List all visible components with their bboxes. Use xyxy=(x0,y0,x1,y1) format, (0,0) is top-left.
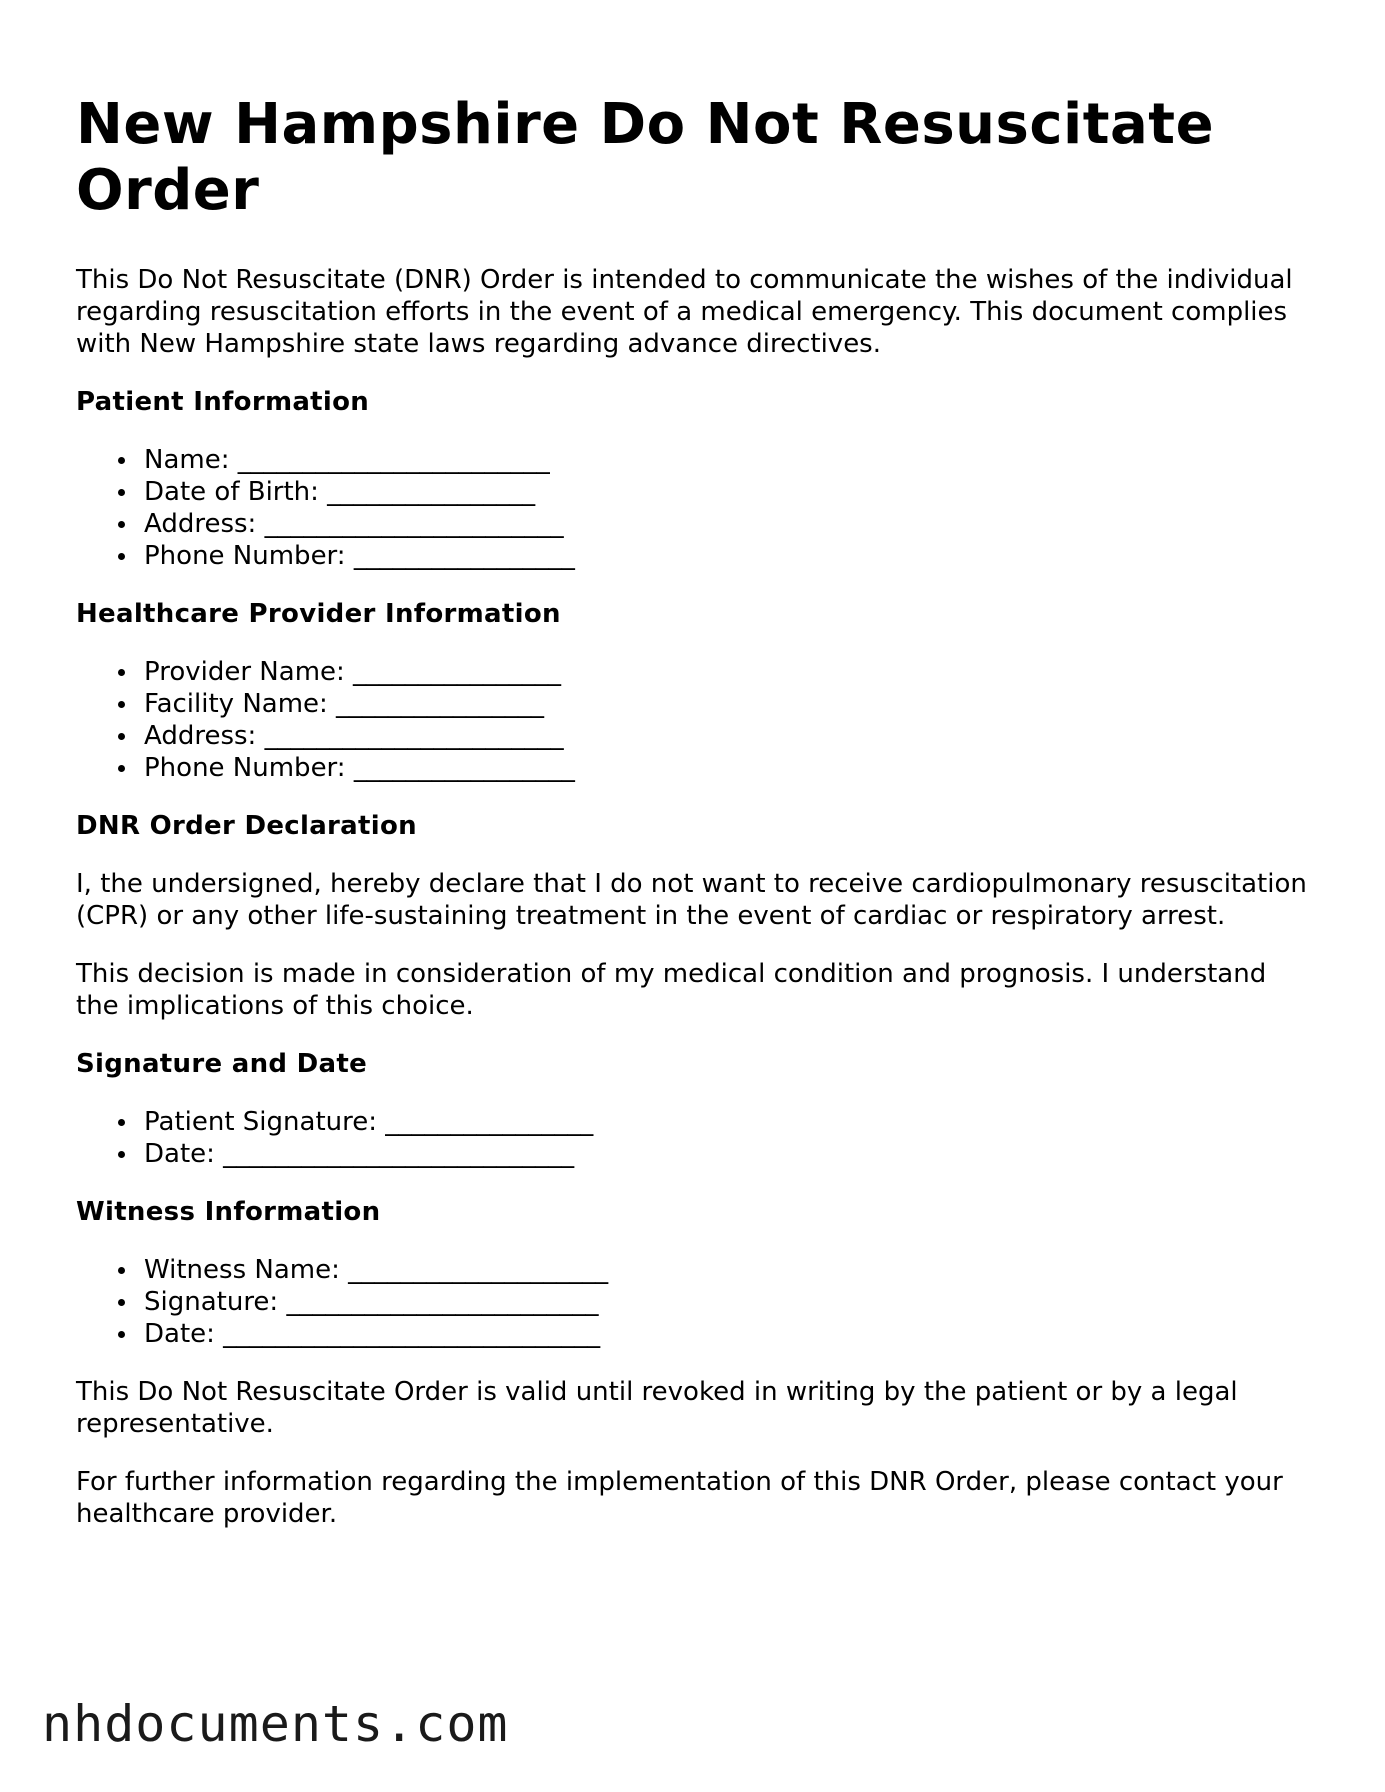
provider-information-list xyxy=(76,656,1316,784)
dnr-declaration-heading: DNR Order Declaration xyxy=(76,811,417,841)
signature-date-heading: Signature and Date xyxy=(76,1049,368,1079)
signature-list xyxy=(76,1106,1316,1170)
witness-signature-field: Signature: ________________________ xyxy=(144,1286,1316,1318)
provider-address-field: Address: _______________________ xyxy=(144,720,1316,752)
patient-signature-field: Patient Signature: ________________ xyxy=(144,1106,1316,1138)
patient-information-list xyxy=(76,444,1316,572)
witness-date-field: Date: _____________________________ xyxy=(144,1318,1316,1350)
witness-name-field: Witness Name: ____________________ xyxy=(144,1254,1316,1286)
document-page xyxy=(76,92,1316,1556)
brand-watermark: nhdocuments.com xyxy=(42,1695,509,1753)
patient-phone-field: Phone Number: _________________ xyxy=(144,540,1316,572)
intro-paragraph: This Do Not Resuscitate (DNR) Order is intended to communicate the wishes of the individual regarding resuscitation efforts in the event of a medical emergency. This document complies with New Hampshire state laws regarding advance directives. xyxy=(76,265,1293,359)
patient-address-field: Address: _______________________ xyxy=(144,508,1316,540)
validity-paragraph: This Do Not Resuscitate Order is valid until revoked in writing by the patient or by a legal representative. xyxy=(76,1377,1238,1439)
patient-information-heading: Patient Information xyxy=(76,387,370,417)
witness-information-heading: Witness Information xyxy=(76,1197,381,1227)
patient-dob-field: Date of Birth: ________________ xyxy=(144,476,1316,508)
facility-name-field: Facility Name: ________________ xyxy=(144,688,1316,720)
decision-paragraph: This decision is made in consideration of my medical condition and prognosis. I understand the implications of this choice. xyxy=(76,959,1267,1021)
contact-paragraph: For further information regarding the implementation of this DNR Order, please contact your healthcare provider. xyxy=(76,1467,1283,1529)
signature-date-field: Date: ___________________________ xyxy=(144,1138,1316,1170)
provider-information-heading: Healthcare Provider Information xyxy=(76,599,561,629)
document-title: New Hampshire Do Not Resuscitate Order xyxy=(76,92,1215,223)
declaration-paragraph: I, the undersigned, hereby declare that I do not want to receive cardiopulmonary resuscitation (CPR) or any other life-sustaining treatment in the event of cardiac or respiratory arrest. xyxy=(76,869,1307,931)
witness-list xyxy=(76,1254,1316,1350)
provider-phone-field: Phone Number: _________________ xyxy=(144,752,1316,784)
provider-name-field: Provider Name: ________________ xyxy=(144,656,1316,688)
patient-name-field: Name: ________________________ xyxy=(144,444,1316,476)
